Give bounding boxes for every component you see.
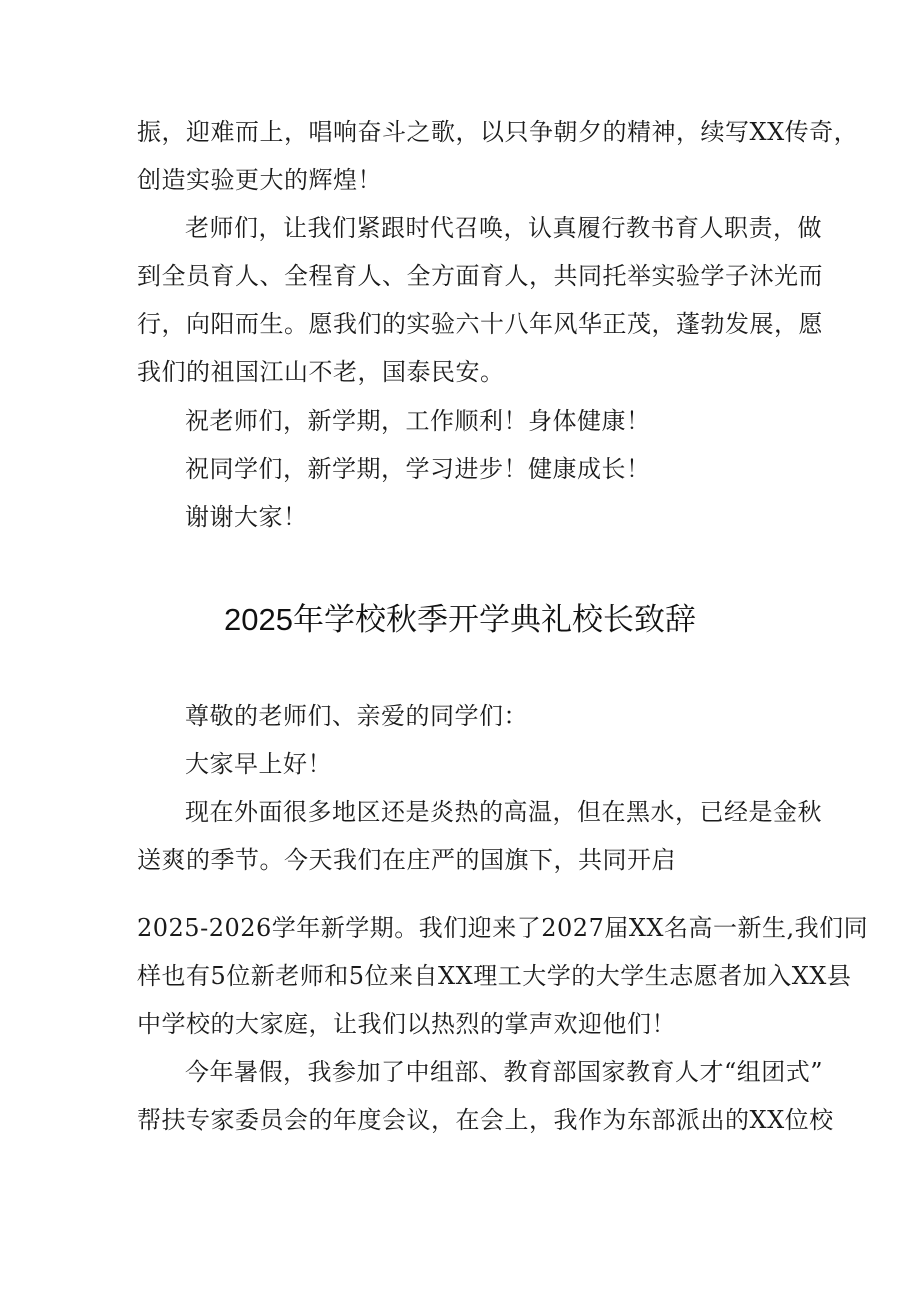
paragraph-line: 到全员育人、全程育人、全方面育人，共同托举实验学子沐光而 [137, 262, 823, 290]
paragraph-line: 中学校的大家庭，让我们以热烈的掌声欢迎他们！ [137, 1010, 676, 1038]
paragraph-line: 现在外面很多地区还是炎热的高温，但在黑水，已经是金秋 [185, 798, 822, 826]
paragraph-line: 送爽的季节。今天我们在庄严的国旗下，共同开启 [137, 846, 676, 874]
paragraph-line: 老师们，让我们紧跟时代召唤，认真履行教书育人职责，做 [185, 214, 822, 242]
page-title: 2025年学校秋季开学典礼校长致辞 [224, 602, 696, 637]
paragraph-line: 创造实验更大的辉煌！ [137, 166, 382, 194]
paragraph-line: 振，迎难而上，唱响奋斗之歌，以只争朝夕的精神，续写XX传奇， [137, 118, 859, 146]
paragraph-line: 祝同学们，新学期，学习进步！健康成长！ [185, 455, 651, 483]
paragraph-line: 祝老师们，新学期，工作顺利！身体健康！ [185, 407, 651, 435]
paragraph-line: 谢谢大家！ [185, 503, 308, 531]
paragraph-line: 尊敬的老师们、亲爱的同学们： [185, 702, 528, 730]
paragraph-line: 2025-2026学年新学期。我们迎来了2027届XX名高一新生,我们同 [137, 914, 869, 942]
paragraph-line: 我们的祖国江山不老，国泰民安。 [137, 358, 505, 386]
paragraph-line: 今年暑假，我参加了中组部、教育部国家教育人才“组团式” [185, 1058, 824, 1086]
paragraph-line: 大家早上好！ [185, 750, 332, 778]
paragraph-line: 行，向阳而生。愿我们的实验六十八年风华正茂，蓬勃发展，愿 [137, 310, 823, 338]
paragraph-line: 样也有5位新老师和5位来自XX理工大学的大学生志愿者加入XX县 [137, 962, 852, 990]
paragraph-line: 帮扶专家委员会的年度会议，在会上，我作为东部派出的XX位校 [137, 1106, 834, 1134]
